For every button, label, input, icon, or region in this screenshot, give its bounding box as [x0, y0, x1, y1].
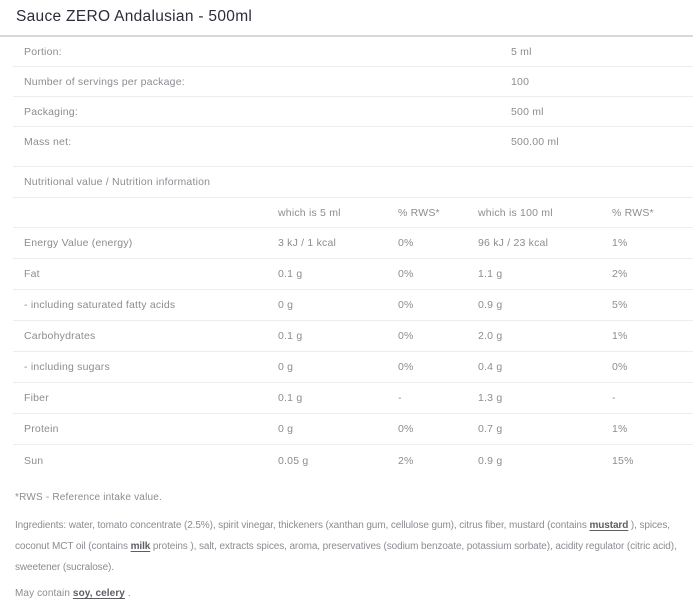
nutrient-rws-portion: 0%: [398, 299, 414, 311]
nutrient-per-portion: 0 g: [278, 423, 294, 435]
nutrient-label: Energy Value (energy): [24, 237, 133, 249]
info-label: Number of servings per package:: [24, 75, 185, 88]
nutrient-per-portion: 0.1 g: [278, 268, 303, 280]
nutrient-per-100ml: 1.1 g: [478, 268, 503, 280]
info-value: 500 ml: [511, 105, 544, 118]
nutrition-section: [13, 166, 693, 476]
nutrient-per-100ml: 2.0 g: [478, 330, 503, 342]
nutrition-table-body: [13, 228, 693, 476]
col-header-per-5ml: which is 5 ml: [278, 206, 341, 219]
nutrition-row: [13, 352, 693, 383]
product-info-row: [13, 127, 693, 157]
col-header-rws-5ml: % RWS*: [398, 206, 440, 219]
page-title: Sauce ZERO Andalusian - 500ml: [0, 0, 693, 37]
nutrient-rws-portion: 0%: [398, 237, 414, 249]
nutrition-row: [13, 383, 693, 414]
product-info-row: [13, 67, 693, 97]
nutrient-rws-portion: 0%: [398, 330, 414, 342]
nutrient-rws-100ml: -: [612, 392, 616, 404]
info-label: Portion:: [24, 45, 62, 58]
rws-footnote: *RWS - Reference intake value.: [15, 492, 162, 503]
info-value: 100: [511, 75, 530, 88]
nutrient-label: - including saturated fatty acids: [24, 299, 176, 311]
nutrient-per-portion: 3 kJ / 1 kcal: [278, 237, 337, 249]
paragraph-text: proteins ), salt, extracts spices, aroma, preservatives (sodium benzoate, potassium sorbate), acidity regulator (citric acid), sweetener (sucralose).: [15, 541, 677, 573]
nutrition-row: [13, 259, 693, 290]
allergen-text: soy, celery: [72, 588, 125, 599]
nutrition-section-title: Nutritional value / Nutrition information: [24, 176, 211, 188]
nutrient-per-100ml: 0.4 g: [478, 361, 503, 373]
nutrient-per-portion: 0.1 g: [278, 330, 303, 342]
nutrient-label: Fat: [24, 268, 40, 280]
allergen-text: mustard: [589, 520, 629, 531]
nutrition-row: [13, 321, 693, 352]
nutrient-label: Carbohydrates: [24, 330, 96, 342]
info-value: 500.00 ml: [511, 136, 559, 148]
nutrient-rws-100ml: 15%: [612, 454, 634, 467]
nutrient-label: Fiber: [24, 392, 49, 404]
nutrient-per-100ml: 0.7 g: [478, 423, 503, 435]
product-info-row: [13, 37, 693, 67]
nutrition-row: [13, 414, 693, 445]
nutrition-header-row: [13, 198, 693, 228]
paragraph-text: ), spices, coconut MCT oil (contains: [15, 520, 670, 552]
nutrient-per-portion: 0.05 g: [278, 454, 309, 467]
nutrient-rws-100ml: 1%: [612, 237, 628, 249]
nutrient-rws-portion: 0%: [398, 268, 414, 280]
ingredients-paragraph: [15, 515, 683, 578]
col-header-rws-100ml: % RWS*: [612, 206, 654, 219]
nutrient-rws-portion: 0%: [398, 423, 414, 435]
nutrient-per-portion: 0 g: [278, 361, 294, 373]
nutrition-title-row: [13, 167, 693, 198]
nutrient-label: Sun: [24, 454, 44, 467]
nutrition-row: [13, 445, 693, 476]
nutrient-label: - including sugars: [24, 361, 110, 373]
nutrient-per-100ml: 0.9 g: [478, 299, 503, 311]
nutrient-rws-100ml: 0%: [612, 361, 628, 373]
paragraph-text: .: [124, 588, 131, 599]
nutrient-per-portion: 0.1 g: [278, 392, 303, 404]
nutrient-per-100ml: 1.3 g: [478, 392, 503, 404]
paragraph-text: Ingredients: water, tomato concentrate (2.5%), spirit vinegar, thickeners (xanthan gum, cellulose gum), citrus fiber, mustard (contains: [15, 520, 590, 531]
nutrient-rws-100ml: 1%: [612, 423, 628, 435]
info-label: Mass net:: [24, 136, 72, 148]
nutrient-rws-100ml: 2%: [612, 268, 628, 280]
paragraph-text: May contain: [15, 588, 73, 599]
nutrient-rws-100ml: 5%: [612, 299, 628, 311]
info-value: 5 ml: [511, 45, 532, 58]
nutrient-rws-portion: 2%: [398, 454, 414, 467]
allergen-text: milk: [130, 541, 151, 552]
nutrient-rws-portion: 0%: [398, 361, 414, 373]
col-header-per-100ml: which is 100 ml: [478, 206, 553, 219]
nutrient-per-100ml: 96 kJ / 23 kcal: [478, 237, 549, 249]
may-contain-paragraph: [15, 588, 693, 599]
nutrition-row: [13, 228, 693, 259]
nutrient-rws-100ml: 1%: [612, 330, 628, 342]
product-info-table: [13, 37, 693, 157]
nutrient-per-100ml: 0.9 g: [478, 454, 503, 467]
product-info-row: [13, 97, 693, 127]
nutrient-per-portion: 0 g: [278, 299, 294, 311]
nutrient-rws-portion: -: [398, 392, 402, 404]
nutrition-row: [13, 290, 693, 321]
info-label: Packaging:: [24, 105, 78, 118]
nutrient-label: Protein: [24, 423, 59, 435]
